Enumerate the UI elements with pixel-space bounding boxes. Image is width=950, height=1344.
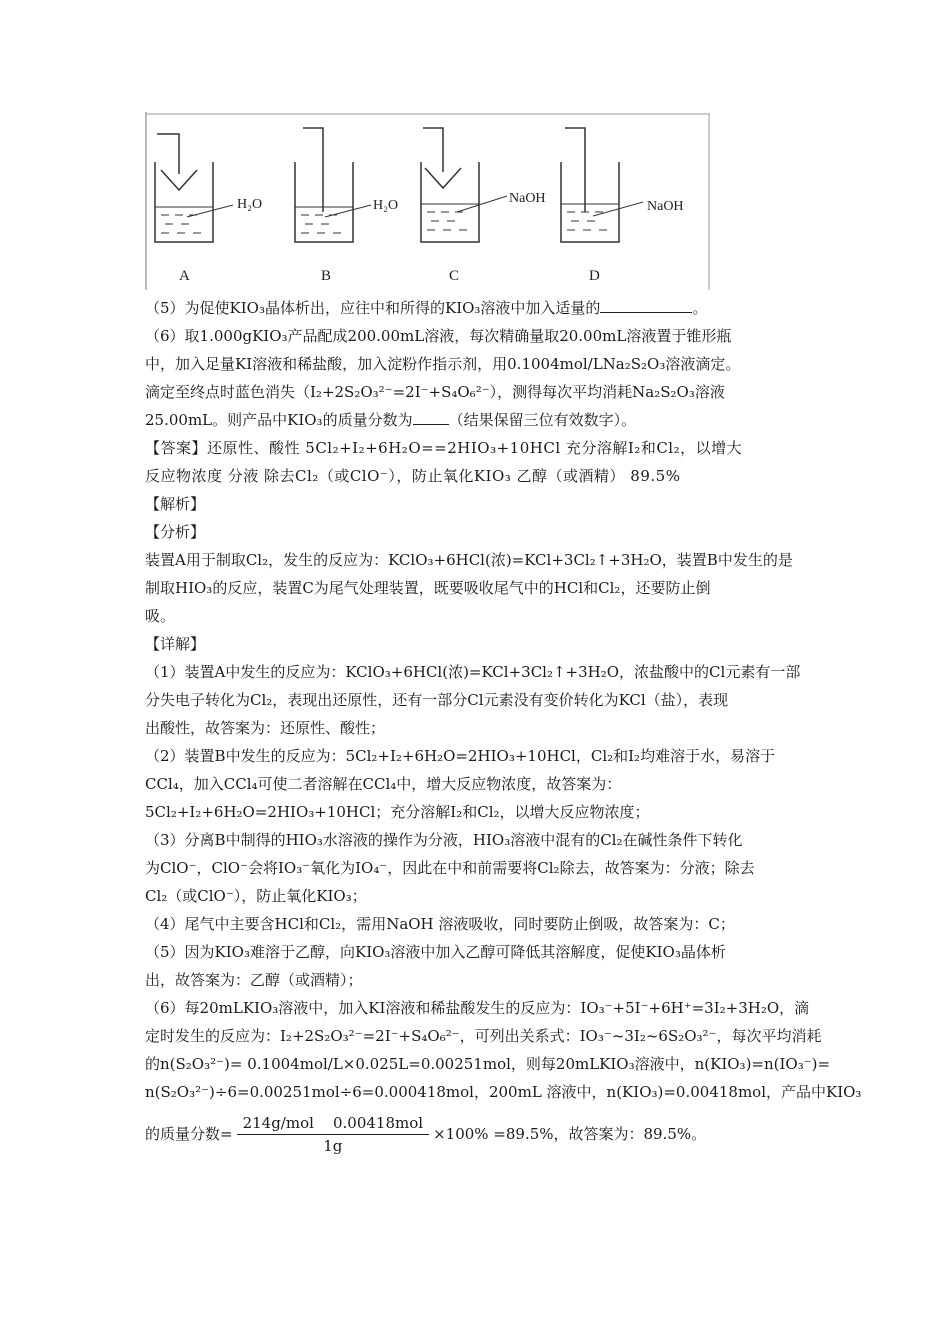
text-line: 装置A用于制取Cl₂，发生的反应为：KClO₃+6HCl(浓)=KCl+3Cl₂↑+3H₂O，装置B中发生的是 — [145, 551, 793, 569]
label-reagent-c: NaOH — [509, 191, 546, 206]
label-reagent-b: H₂O — [373, 198, 399, 213]
text-line: 滴定至终点时蓝色消失（I₂+2S₂O₃²⁻=2I⁻+S₄O₆²⁻），测得每次平均消耗Na₂S₂O₃溶液 — [145, 383, 725, 401]
fraction-numerator: 214g/mol 0.00418mol — [237, 1112, 430, 1135]
text-line: 出酸性，故答案为：还原性、酸性； — [145, 719, 386, 737]
text-line: （3）分离B中制得的HIO₃水溶液的操作为分液，HIO₃溶液中混有的Cl₂在碱性条件下转化 — [145, 831, 743, 849]
apparatus-figure — [145, 112, 710, 290]
text-line: （4）尾气中主要含HCl和Cl₂，需用NaOH 溶液吸收，同时要防止倒吸，故答案为：C； — [145, 915, 735, 933]
text-line: n(S₂O₃²⁻)÷6=0.00251mol÷6=0.000418mol，200mL 溶液中，n(KIO₃)=0.00418mol，产品中KIO₃ — [145, 1083, 862, 1101]
answer-line: 反应物浓度 分液 除去Cl₂（或ClO⁻），防止氧化KIO₃ 乙醇（或酒精） 89.5% — [145, 467, 681, 485]
section-heading: 【详解】 — [145, 635, 206, 653]
label-d: D — [589, 268, 600, 284]
answer-blank — [413, 408, 449, 425]
document-text — [145, 294, 862, 1162]
fraction — [237, 1112, 430, 1157]
text-line: 吸。 — [145, 607, 176, 625]
text-line: （1）装置A中发生的反应为：KClO₃+6HCl(浓)=KCl+3Cl₂↑+3H₂O，浓盐酸中的Cl元素有一部 — [145, 663, 801, 681]
answer-line: 【答案】还原性、酸性 5Cl₂+I₂+6H₂O==2HIO₃+10HCl 充分溶解I₂和Cl₂，以增大 — [145, 439, 743, 457]
label-c: C — [449, 268, 460, 284]
beaker-d — [561, 128, 643, 242]
text-line: Cl₂（或ClO⁻），防止氧化KIO₃； — [145, 887, 367, 905]
text-line: 25.00mL。则产品中KIO₃的质量分数为 （结果保留三位有效数字）。 — [145, 406, 810, 434]
text-line: 中，加入足量KI溶液和稀盐酸，加入淀粉作指示剂，用0.1004mol/LNa₂S₂O₃溶液滴定。 — [145, 355, 741, 373]
text-line: （2）装置B中发生的反应为：5Cl₂+I₂+6H₂O=2HIO₃+10HCl，Cl₂和I₂均难溶于水，易溶于 — [145, 747, 776, 765]
text-line: 的n(S₂O₃²⁻)= 0.1004mol/L×0.025L=0.00251mol，则每20mLKIO₃溶液中，n(KIO₃)=n(IO₃⁻)= — [145, 1055, 831, 1073]
text-line: 为ClO⁻，ClO⁻会将IO₃⁻氧化为IO₄⁻，因此在中和前需要将Cl₂除去，故答案为：分液；除去 — [145, 859, 755, 877]
text-line: 定时发生的反应为：I₂+2S₂O₃²⁻=2I⁻+S₄O₆²⁻，可列出关系式：IO₃⁻~3I₂~6S₂O₃²⁻，每次平均消耗 — [145, 1027, 822, 1045]
beaker-a — [155, 134, 233, 242]
fraction-denominator: 1g — [323, 1136, 343, 1155]
final-formula-line: 的质量分数= $\frac{\text{214g/mol 0.00418mol}}{1g}$ ×100% =89.5%，故答案为：89.5%。 — [145, 1113, 707, 1155]
text-line: 5Cl₂+I₂+6H₂O=2HIO₃+10HCl；充分溶解I₂和Cl₂，以增大反应物浓度； — [145, 803, 650, 821]
text-line: CCl₄，加入CCl₄可使二者溶解在CCl₄中，增大反应物浓度，故答案为： — [145, 775, 622, 793]
label-a: A — [179, 268, 190, 284]
section-heading: 【分析】 — [145, 523, 206, 541]
section-heading: 【解析】 — [145, 495, 206, 513]
beaker-b — [295, 128, 371, 242]
text-line: 制取HIO₃的反应，装置C为尾气处理装置，既要吸收尾气中的HCl和Cl₂，还要防止倒 — [145, 579, 711, 597]
text-line: （5）因为KIO₃难溶于乙醇，向KIO₃溶液中加入乙醇可降低其溶解度，促使KIO₃晶体析 — [145, 943, 726, 961]
label-reagent-d: NaOH — [647, 199, 684, 214]
label-reagent-a: H₂O — [237, 197, 263, 212]
question-5: （5）为促使KIO₃晶体析出，应往中和所得的KIO₃溶液中加入适量的 。 — [145, 294, 810, 322]
text-line: 分失电子转化为Cl₂，表现出还原性，还有一部分Cl元素没有变价转化为KCl（盐），表现 — [145, 691, 729, 709]
answer-blank — [600, 296, 692, 313]
beaker-c — [421, 128, 507, 242]
question-6: （6）取1.000gKIO₃产品配成200.00mL溶液，每次精确量取20.00mL溶液置于锥形瓶 — [145, 327, 732, 345]
label-b: B — [321, 268, 332, 284]
text-line: 出，故答案为：乙醇（或酒精）； — [145, 971, 363, 989]
text-line: （6）每20mLKIO₃溶液中，加入KI溶液和稀盐酸发生的反应为：IO₃⁻+5I⁻+6H⁺=3I₂+3H₂O，滴 — [145, 999, 810, 1017]
